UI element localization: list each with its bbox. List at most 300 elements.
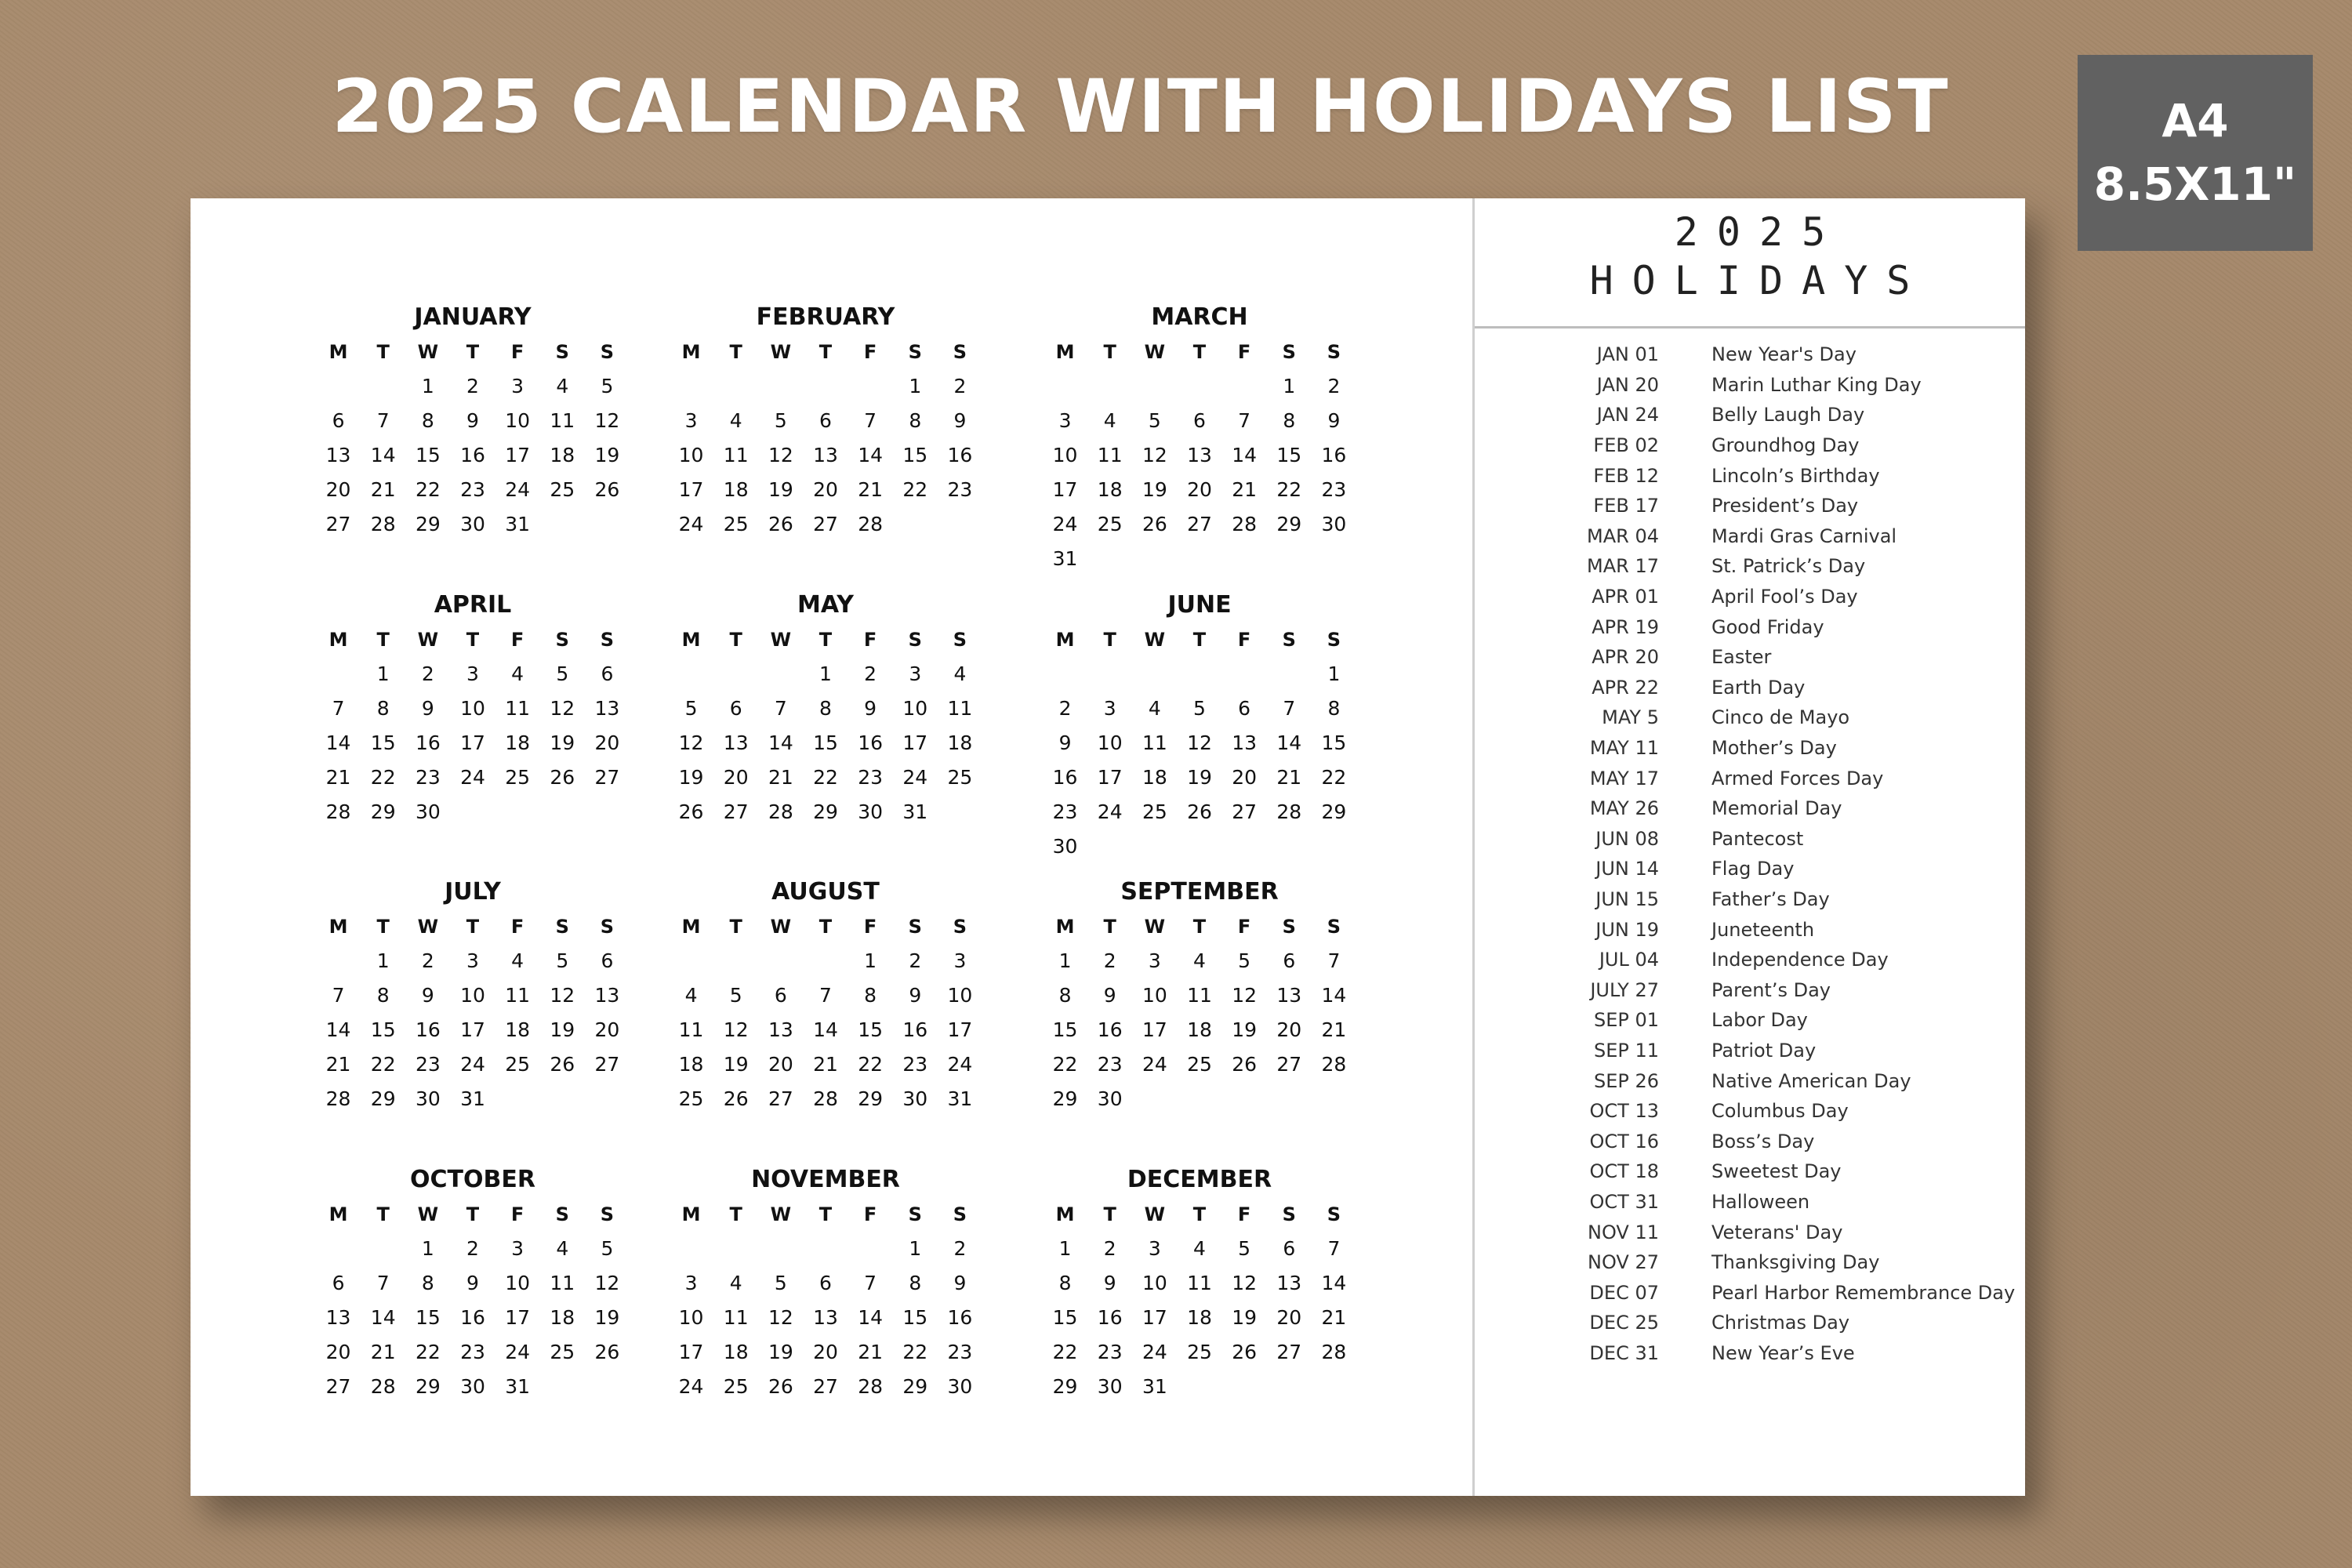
day-cell: 7 — [1283, 697, 1296, 720]
day-cell: 6 — [1238, 697, 1251, 720]
holiday-row — [1492, 400, 2017, 430]
holiday-date: JUL 04 — [1599, 949, 1659, 971]
day-cell: 16 — [1097, 1018, 1123, 1041]
day-cell: 20 — [813, 478, 838, 501]
holiday-row — [1492, 945, 2017, 975]
weekday-header: F — [863, 916, 877, 938]
day-cell: 8 — [1327, 697, 1341, 720]
day-cell: 2 — [864, 662, 877, 685]
day-cell: 23 — [1097, 1053, 1123, 1076]
day-cell: 9 — [864, 697, 877, 720]
weekday-header: S — [600, 629, 615, 651]
holiday-date: MAR 04 — [1587, 524, 1659, 547]
weekday-header: S — [953, 629, 967, 651]
day-cell: 11 — [947, 697, 973, 720]
day-cell: 18 — [678, 1053, 704, 1076]
empty-day-cell — [713, 657, 758, 691]
day-cell: 17 — [1142, 1306, 1167, 1329]
holiday-date: OCT 31 — [1589, 1190, 1659, 1213]
day-cell: 11 — [723, 444, 749, 466]
weekday-header: T — [818, 341, 833, 363]
day-cell: 20 — [594, 1018, 620, 1041]
day-cell: 21 — [768, 766, 793, 789]
day-cell: 12 — [768, 1306, 793, 1329]
day-cell: 24 — [678, 1375, 704, 1398]
weekday-header: W — [770, 916, 792, 938]
holiday-date: JUN 19 — [1595, 918, 1659, 941]
day-cell: 25 — [550, 1341, 575, 1363]
month-september — [1043, 875, 1356, 1116]
day-cell: 14 — [1232, 444, 1258, 466]
day-cell: 24 — [505, 1341, 531, 1363]
day-cell: 10 — [460, 984, 485, 1007]
day-cell: 26 — [594, 1341, 620, 1363]
day-cell: 31 — [902, 800, 928, 823]
day-cell: 24 — [678, 513, 704, 535]
day-cell: 14 — [1321, 984, 1347, 1007]
holiday-date: JUN 14 — [1595, 858, 1659, 880]
day-cell: 25 — [1187, 1341, 1212, 1363]
month-name: FEBRUARY — [756, 303, 895, 331]
weekday-header: T — [1192, 629, 1207, 651]
day-cell: 11 — [550, 1272, 575, 1294]
month-grid — [1043, 1197, 1356, 1404]
day-cell: 11 — [1187, 984, 1212, 1007]
holiday-name: Juneteenth — [1711, 918, 1815, 941]
holiday-name: Lincoln’s Birthday — [1711, 464, 1880, 487]
day-cell: 5 — [601, 375, 614, 397]
holiday-date: JUN 08 — [1595, 827, 1659, 850]
holiday-date: APR 19 — [1592, 615, 1659, 638]
day-cell: 14 — [325, 1018, 351, 1041]
day-cell: 10 — [678, 1306, 704, 1329]
day-cell: 22 — [902, 1341, 928, 1363]
month-january — [316, 300, 630, 542]
holiday-row — [1492, 673, 2017, 703]
day-cell: 2 — [1327, 375, 1341, 397]
day-cell: 8 — [1058, 984, 1072, 1007]
weekday-header: S — [555, 629, 569, 651]
weekday-header: S — [908, 341, 922, 363]
empty-day-cell — [1132, 369, 1177, 404]
weekday-header: T — [466, 1203, 480, 1225]
month-name: DECEMBER — [1127, 1166, 1272, 1193]
day-cell: 2 — [953, 1237, 967, 1260]
holiday-row — [1492, 1247, 2017, 1278]
day-cell: 4 — [1193, 949, 1206, 972]
day-cell: 12 — [594, 409, 620, 432]
holiday-name: New Year's Day — [1711, 343, 1857, 366]
empty-day-cell — [1087, 369, 1132, 404]
day-cell: 25 — [723, 1375, 749, 1398]
holiday-name: Boss’s Day — [1711, 1130, 1815, 1152]
weekday-header: S — [600, 916, 615, 938]
day-cell: 23 — [460, 478, 485, 501]
holiday-date: OCT 16 — [1589, 1130, 1659, 1152]
weekday-header: F — [1237, 341, 1251, 363]
month-grid — [316, 335, 630, 542]
paper-size-badge — [2078, 55, 2313, 251]
holiday-name: Parent’s Day — [1711, 978, 1831, 1001]
empty-day-cell — [316, 1232, 361, 1266]
holiday-date: JULY 27 — [1590, 978, 1659, 1001]
day-cell: 19 — [1232, 1306, 1258, 1329]
day-cell: 27 — [1276, 1341, 1302, 1363]
day-cell: 4 — [556, 375, 569, 397]
holiday-row — [1492, 612, 2017, 642]
day-cell: 3 — [511, 1237, 524, 1260]
day-cell: 10 — [902, 697, 928, 720]
holiday-name: Father’s Day — [1711, 887, 1830, 910]
weekday-header: S — [555, 916, 569, 938]
holiday-row — [1492, 370, 2017, 401]
day-cell: 4 — [684, 984, 698, 1007]
holiday-date: SEP 26 — [1593, 1069, 1659, 1092]
weekday-header: F — [510, 341, 524, 363]
day-cell: 2 — [909, 949, 922, 972]
month-march — [1043, 300, 1356, 576]
day-cell: 19 — [550, 731, 575, 754]
day-cell: 9 — [466, 409, 479, 432]
holiday-date: JAN 24 — [1596, 404, 1659, 426]
day-cell: 4 — [1103, 409, 1116, 432]
day-cell: 5 — [774, 1272, 787, 1294]
day-cell: 24 — [460, 1053, 485, 1076]
day-cell: 21 — [1321, 1018, 1347, 1041]
day-cell: 17 — [678, 478, 704, 501]
empty-day-cell — [1132, 657, 1177, 691]
day-cell: 19 — [1142, 478, 1167, 501]
empty-day-cell — [1222, 657, 1267, 691]
holiday-name: President’s Day — [1711, 495, 1859, 517]
weekday-header: T — [729, 341, 742, 363]
month-grid — [669, 335, 982, 542]
day-cell: 27 — [768, 1087, 793, 1110]
day-cell: 13 — [594, 984, 620, 1007]
day-cell: 5 — [1238, 1237, 1251, 1260]
day-cell: 9 — [421, 697, 434, 720]
weekday-header: M — [681, 916, 701, 938]
holiday-name: Halloween — [1711, 1190, 1810, 1213]
weekday-header: S — [1282, 1203, 1296, 1225]
month-grid — [669, 622, 982, 829]
banner-title: 2025 CALENDAR WITH HOLIDAYS LIST — [332, 64, 1950, 150]
weekday-header: T — [466, 916, 480, 938]
day-cell: 3 — [684, 1272, 698, 1294]
day-cell: 27 — [325, 1375, 351, 1398]
month-grid — [316, 909, 630, 1116]
day-cell: 2 — [466, 1237, 479, 1260]
holiday-name: Columbus Day — [1711, 1100, 1849, 1123]
day-cell: 10 — [1052, 444, 1078, 466]
holiday-row — [1492, 793, 2017, 824]
day-cell: 2 — [1103, 949, 1116, 972]
month-name: SEPTEMBER — [1120, 878, 1279, 906]
day-cell: 16 — [1321, 444, 1347, 466]
paper-size-label: A4 — [2161, 93, 2229, 147]
day-cell: 12 — [550, 697, 575, 720]
holiday-date: DEC 31 — [1589, 1341, 1659, 1364]
day-cell: 29 — [415, 1375, 441, 1398]
weekday-header: W — [770, 341, 792, 363]
weekday-header: S — [1282, 341, 1296, 363]
day-cell: 15 — [1321, 731, 1347, 754]
day-cell: 25 — [723, 513, 749, 535]
day-cell: 14 — [370, 444, 396, 466]
holiday-name: Belly Laugh Day — [1711, 404, 1865, 426]
day-cell: 2 — [421, 949, 434, 972]
day-cell: 13 — [325, 1306, 351, 1329]
holiday-row — [1492, 1187, 2017, 1218]
day-cell: 30 — [1052, 835, 1078, 858]
day-cell: 23 — [1052, 800, 1078, 823]
day-cell: 4 — [729, 409, 742, 432]
day-cell: 6 — [1193, 409, 1206, 432]
month-grid — [669, 1197, 982, 1404]
day-cell: 28 — [325, 1087, 351, 1110]
day-cell: 11 — [723, 1306, 749, 1329]
empty-day-cell — [713, 944, 758, 978]
holiday-row — [1492, 339, 2017, 370]
weekday-header: W — [1144, 1203, 1166, 1225]
day-cell: 25 — [1142, 800, 1167, 823]
day-cell: 19 — [550, 1018, 575, 1041]
day-cell: 19 — [1187, 766, 1212, 789]
day-cell: 8 — [864, 984, 877, 1007]
holiday-date: FEB 17 — [1593, 495, 1659, 517]
day-cell: 16 — [947, 1306, 973, 1329]
day-cell: 16 — [460, 1306, 485, 1329]
holiday-row — [1492, 1036, 2017, 1066]
day-cell: 4 — [1193, 1237, 1206, 1260]
day-cell: 5 — [1193, 697, 1206, 720]
day-cell: 31 — [460, 1087, 485, 1110]
day-cell: 22 — [1321, 766, 1347, 789]
day-cell: 29 — [813, 800, 838, 823]
day-cell: 24 — [1142, 1053, 1167, 1076]
holiday-name: Patriot Day — [1711, 1039, 1817, 1062]
sheet-divider — [1472, 198, 1475, 1496]
day-cell: 1 — [909, 375, 922, 397]
empty-day-cell — [1267, 657, 1312, 691]
empty-day-cell — [758, 657, 803, 691]
holiday-list-header — [1475, 198, 2025, 328]
month-name: AUGUST — [771, 878, 880, 906]
day-cell: 2 — [953, 375, 967, 397]
weekday-header: S — [953, 341, 967, 363]
day-cell: 13 — [768, 1018, 793, 1041]
day-cell: 16 — [947, 444, 973, 466]
day-cell: 26 — [1232, 1341, 1258, 1363]
day-cell: 1 — [1327, 662, 1341, 685]
day-cell: 6 — [774, 984, 787, 1007]
day-cell: 17 — [1097, 766, 1123, 789]
holiday-name: Flag Day — [1711, 858, 1795, 880]
holiday-date: NOV 27 — [1587, 1251, 1659, 1274]
day-cell: 4 — [511, 949, 524, 972]
holiday-row — [1492, 1308, 2017, 1338]
holiday-row — [1492, 642, 2017, 673]
month-grid — [669, 909, 982, 1116]
day-cell: 9 — [466, 1272, 479, 1294]
day-cell: 28 — [370, 513, 396, 535]
day-cell: 14 — [325, 731, 351, 754]
holiday-row — [1492, 1217, 2017, 1247]
weekday-header: T — [1103, 916, 1116, 938]
weekday-header: T — [376, 1203, 390, 1225]
day-cell: 14 — [370, 1306, 396, 1329]
month-july — [316, 875, 630, 1116]
day-cell: 28 — [370, 1375, 396, 1398]
holiday-row — [1492, 430, 2017, 461]
day-cell: 7 — [1327, 949, 1341, 972]
weekday-header: F — [510, 916, 524, 938]
holiday-row — [1492, 1096, 2017, 1127]
day-cell: 6 — [1283, 949, 1296, 972]
day-cell: 22 — [415, 1341, 441, 1363]
weekday-header: S — [953, 916, 967, 938]
empty-day-cell — [758, 1232, 803, 1266]
paper-dimensions-label: 8.5X11" — [2093, 158, 2297, 211]
empty-day-cell — [1043, 369, 1087, 404]
day-cell: 7 — [774, 697, 787, 720]
holiday-date: OCT 18 — [1589, 1160, 1659, 1183]
day-cell: 18 — [1097, 478, 1123, 501]
weekday-header: M — [1055, 629, 1075, 651]
day-cell: 7 — [1327, 1237, 1341, 1260]
day-cell: 5 — [556, 662, 569, 685]
day-cell: 14 — [1276, 731, 1302, 754]
day-cell: 14 — [1321, 1272, 1347, 1294]
day-cell: 27 — [723, 800, 749, 823]
holiday-date: MAY 17 — [1589, 767, 1659, 789]
day-cell: 29 — [1052, 1087, 1078, 1110]
month-name: APRIL — [434, 591, 512, 619]
holiday-name: St. Patrick’s Day — [1711, 555, 1866, 578]
day-cell: 30 — [902, 1087, 928, 1110]
day-cell: 11 — [1187, 1272, 1212, 1294]
day-cell: 29 — [902, 1375, 928, 1398]
month-grid — [1043, 335, 1356, 576]
day-cell: 15 — [415, 444, 441, 466]
day-cell: 17 — [460, 731, 485, 754]
day-cell: 27 — [594, 1053, 620, 1076]
day-cell: 30 — [415, 1087, 441, 1110]
holiday-row — [1492, 1065, 2017, 1096]
month-name: JANUARY — [414, 303, 532, 331]
weekday-header: T — [729, 916, 742, 938]
day-cell: 29 — [858, 1087, 884, 1110]
holiday-date: APR 20 — [1592, 646, 1659, 669]
empty-day-cell — [316, 944, 361, 978]
day-cell: 22 — [858, 1053, 884, 1076]
weekday-header: F — [1237, 916, 1251, 938]
day-cell: 28 — [813, 1087, 838, 1110]
holiday-date: MAY 5 — [1602, 706, 1659, 729]
holiday-row — [1492, 854, 2017, 884]
holiday-name: Veterans' Day — [1711, 1221, 1843, 1243]
weekday-header: M — [328, 1203, 348, 1225]
day-cell: 28 — [1232, 513, 1258, 535]
day-cell: 1 — [1283, 375, 1296, 397]
day-cell: 26 — [550, 1053, 575, 1076]
empty-day-cell — [1177, 369, 1221, 404]
day-cell: 15 — [1276, 444, 1302, 466]
day-cell: 16 — [415, 1018, 441, 1041]
weekday-header: T — [818, 916, 833, 938]
holiday-date: JAN 01 — [1596, 343, 1659, 366]
day-cell: 27 — [1232, 800, 1258, 823]
day-cell: 24 — [1052, 513, 1078, 535]
weekday-header: W — [1144, 629, 1166, 651]
day-cell: 20 — [325, 478, 351, 501]
weekday-header: W — [1144, 916, 1166, 938]
day-cell: 12 — [723, 1018, 749, 1041]
day-cell: 21 — [325, 766, 351, 789]
empty-day-cell — [758, 369, 803, 404]
weekday-header: F — [1237, 1203, 1251, 1225]
holiday-name: Good Friday — [1711, 615, 1824, 638]
weekday-header: M — [1055, 1203, 1075, 1225]
day-cell: 7 — [332, 697, 345, 720]
day-cell: 4 — [511, 662, 524, 685]
holiday-name: Easter — [1711, 646, 1772, 669]
day-cell: 19 — [1232, 1018, 1258, 1041]
day-cell: 28 — [858, 513, 884, 535]
month-grid — [1043, 909, 1356, 1116]
day-cell: 25 — [505, 766, 531, 789]
weekday-header: T — [1103, 629, 1116, 651]
day-cell: 20 — [1276, 1306, 1302, 1329]
day-cell: 26 — [768, 1375, 793, 1398]
day-cell: 13 — [1276, 984, 1302, 1007]
day-cell: 3 — [466, 949, 479, 972]
day-cell: 7 — [332, 984, 345, 1007]
day-cell: 13 — [723, 731, 749, 754]
day-cell: 13 — [1232, 731, 1258, 754]
day-cell: 5 — [729, 984, 742, 1007]
day-cell: 28 — [1321, 1341, 1347, 1363]
holiday-row — [1492, 733, 2017, 764]
day-cell: 13 — [594, 697, 620, 720]
day-cell: 8 — [1283, 409, 1296, 432]
month-february — [669, 300, 982, 542]
day-cell: 9 — [1058, 731, 1072, 754]
empty-day-cell — [848, 1232, 893, 1266]
day-cell: 6 — [601, 949, 614, 972]
day-cell: 21 — [370, 478, 396, 501]
holiday-date: APR 01 — [1592, 586, 1659, 608]
day-cell: 12 — [768, 444, 793, 466]
day-cell: 26 — [1232, 1053, 1258, 1076]
holiday-date: APR 22 — [1592, 676, 1659, 699]
day-cell: 9 — [1103, 1272, 1116, 1294]
day-cell: 19 — [723, 1053, 749, 1076]
day-cell: 17 — [1052, 478, 1078, 501]
day-cell: 18 — [505, 731, 531, 754]
day-cell: 28 — [1276, 800, 1302, 823]
weekday-header: S — [600, 1203, 615, 1225]
day-cell: 22 — [370, 766, 396, 789]
day-cell: 10 — [678, 444, 704, 466]
empty-day-cell — [1043, 657, 1087, 691]
weekday-header: F — [863, 1203, 877, 1225]
day-cell: 24 — [1097, 800, 1123, 823]
day-cell: 20 — [723, 766, 749, 789]
weekday-header: M — [328, 341, 348, 363]
day-cell: 1 — [1058, 1237, 1072, 1260]
day-cell: 18 — [947, 731, 973, 754]
